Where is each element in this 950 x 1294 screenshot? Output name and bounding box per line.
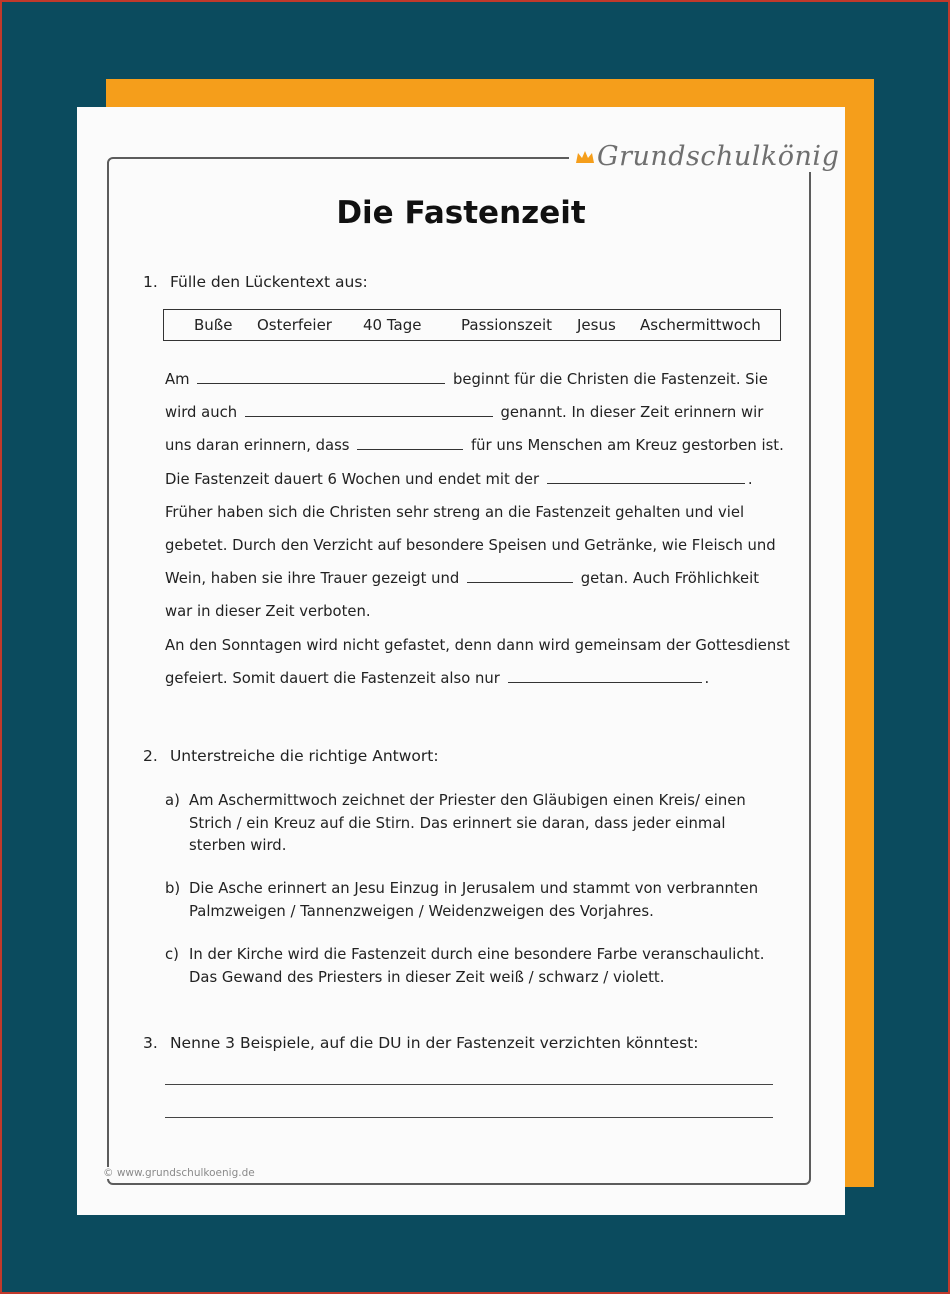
question-line: Das Gewand des Priesters in dieser Zeit weiß / schwarz / violett. (189, 968, 665, 986)
question-letter: b) (165, 880, 181, 897)
word-bank-item: Buße (194, 316, 233, 334)
fill-in-blank[interactable] (197, 369, 445, 384)
brand-name: Grundschulkönig (597, 141, 840, 172)
cloze-line (165, 562, 785, 595)
cloze-text-segment: uns daran erinnern, dass (165, 437, 350, 455)
word-bank-item: 40 Tage (363, 316, 422, 334)
word-bank-item: Aschermittwoch (640, 316, 761, 334)
cloze-text-segment: war in dieser Zeit verboten. (165, 603, 371, 621)
crown-icon (575, 149, 595, 165)
question-a (165, 790, 746, 858)
cloze-line (165, 363, 785, 396)
question-b (165, 878, 758, 923)
question-line: sterben wird. (189, 837, 287, 854)
cloze-text-segment: wird auch (165, 404, 238, 422)
page-title: Die Fastenzeit (336, 195, 586, 231)
cloze-line (165, 496, 785, 529)
question-line: Am Aschermittwoch zeichnet der Priester den Gläubigen einen Kreis/ einen (189, 792, 746, 809)
cloze-text-segment: getan. Auch Fröhlichkeit (580, 570, 760, 588)
answer-line[interactable] (165, 1084, 773, 1085)
cloze-line (165, 529, 785, 562)
cloze-text-segment: . (704, 669, 710, 687)
cloze-text-segment: beginnt für die Christen die Fastenzeit. Sie (452, 371, 768, 388)
question-line: Die Asche erinnert an Jesu Einzug in Jerusalem und stammt von verbrannten (189, 880, 759, 897)
question-line: Strich / ein Kreuz auf die Stirn. Das erinnert sie daran, dass jeder einmal (189, 814, 726, 832)
fill-in-blank[interactable] (508, 668, 702, 683)
task-1-heading (143, 273, 368, 291)
task-2-heading (143, 747, 439, 765)
cloze-line (165, 662, 785, 695)
task-1-instruction: Fülle den Lückentext aus: (169, 273, 368, 291)
question-line: Palmzweigen / Tannenzweigen / Weidenzweigen des Vorjahres. (189, 902, 654, 920)
question-letter: c) (165, 946, 179, 963)
cloze-text-segment: Die Fastenzeit dauert 6 Wochen und endet mit der (165, 470, 540, 488)
cloze-line (165, 463, 785, 496)
cloze-text-segment: . (747, 470, 753, 488)
brand-logo (569, 141, 845, 172)
copyright-footer: © www.grundschulkoenig.de (103, 1167, 263, 1179)
cloze-text-segment: Früher haben sich die Christen sehr streng an die Fastenzeit gehalten und viel (165, 503, 745, 521)
task-3-instruction: Nenne 3 Beispiele, auf die DU in der Fastenzeit verzichten könntest: (169, 1034, 699, 1052)
word-bank (163, 309, 781, 341)
task-2-number: 2. (143, 747, 158, 765)
question-c (165, 944, 764, 989)
cloze-text-segment: gefeiert. Somit dauert die Fastenzeit also nur (165, 669, 500, 687)
question-line: In der Kirche wird die Fastenzeit durch eine besondere Farbe veranschaulicht. (189, 946, 765, 963)
word-bank-item: Passionszeit (461, 316, 553, 334)
cloze-text-segment: genannt. In dieser Zeit erinnern wir (500, 404, 764, 422)
fill-in-blank[interactable] (547, 469, 745, 484)
cloze-text-segment: Am (165, 371, 190, 388)
task-2-instruction: Unterstreiche die richtige Antwort: (169, 747, 439, 765)
answer-line[interactable] (165, 1117, 773, 1118)
fill-in-blank[interactable] (245, 402, 493, 417)
cloze-line (165, 595, 785, 628)
cloze-text (165, 363, 790, 695)
task-3-number: 3. (143, 1034, 158, 1052)
cloze-text-segment: An den Sonntagen wird nicht gefastet, denn dann wird gemeinsam der Gottesdienst (165, 636, 790, 654)
word-bank-item: Jesus (577, 316, 616, 334)
cloze-line (165, 429, 785, 462)
question-letter: a) (165, 792, 180, 809)
cloze-line (165, 396, 785, 429)
word-bank-item: Osterfeier (257, 316, 332, 334)
cloze-line (165, 629, 790, 662)
cloze-text-segment: für uns Menschen am Kreuz gestorben ist. (470, 437, 784, 455)
worksheet-page (77, 107, 845, 1215)
task-1-number: 1. (143, 273, 158, 291)
fill-in-blank[interactable] (467, 568, 573, 583)
task-3-heading (143, 1034, 698, 1052)
cloze-text-segment: gebetet. Durch den Verzicht auf besondere Speisen und Getränke, wie Fleisch und (165, 536, 776, 554)
fill-in-blank[interactable] (357, 435, 463, 450)
cloze-text-segment: Wein, haben sie ihre Trauer gezeigt und (165, 570, 460, 588)
